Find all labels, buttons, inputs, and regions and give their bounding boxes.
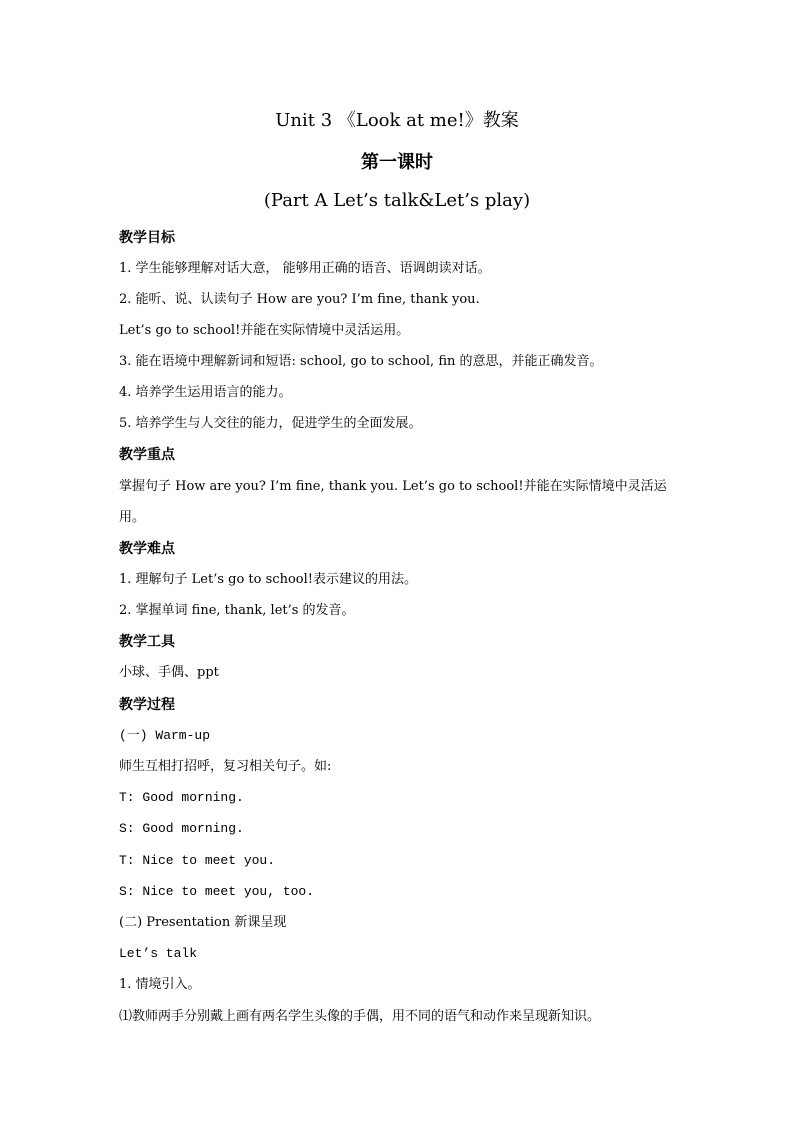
dialogue-line: S: Nice to meet you, too. <box>119 884 315 899</box>
objective-item: 3. 能在语境中理解新词和短语: school, go to school, fin 的意思，并能正确发音。 <box>119 354 603 369</box>
objective-item: 4. 培养学生运用语言的能力。 <box>119 385 292 400</box>
key-point-item: 用。 <box>119 510 146 525</box>
heading-key-points: 教学重点 <box>119 447 175 463</box>
lesson-part: (Part A Let’s talk&Let’s play) <box>263 190 531 211</box>
objective-item: 1. 学生能够理解对话大意， 能够用正确的语音、语调朗读对话。 <box>119 261 491 276</box>
process-step-warmup: (一) Warm-up <box>119 728 211 743</box>
process-item: 1. 情境引入。 <box>119 977 201 992</box>
dialogue-line: T: Good morning. <box>119 790 244 805</box>
process-item: 师生互相打招呼，复习相关句子。如: <box>119 759 332 774</box>
document-title: Unit 3 《Look at me!》教案 <box>275 110 519 131</box>
objective-item: Let’s go to school!并能在实际情境中灵活运用。 <box>119 323 410 338</box>
dialogue-line: T: Nice to meet you. <box>119 853 276 868</box>
objective-item: 5. 培养学生与人交往的能力，促进学生的全面发展。 <box>119 416 422 431</box>
difficulty-item: 1. 理解句子 Let’s go to school!表示建议的用法。 <box>119 572 417 587</box>
process-item: Let’s talk <box>119 946 198 961</box>
heading-tools: 教学工具 <box>119 634 175 650</box>
difficulty-item: 2. 掌握单词 fine, thank, let’s 的发音。 <box>119 603 355 618</box>
heading-process: 教学过程 <box>119 697 175 713</box>
process-step-presentation: (二) Presentation 新课呈现 <box>119 915 287 930</box>
lesson-period: 第一课时 <box>361 152 433 173</box>
heading-objectives: 教学目标 <box>119 230 175 246</box>
heading-difficulties: 教学难点 <box>119 541 175 557</box>
tools-item: 小球、手偶、ppt <box>119 665 219 680</box>
dialogue-line: S: Good morning. <box>119 821 244 836</box>
objective-item: 2. 能听、说、认读句子 How are you? I’m fine, thank you. <box>119 292 480 307</box>
process-item: ⑴教师两手分别戴上画有两名学生头像的手偶，用不同的语气和动作来呈现新知识。 <box>119 1009 601 1024</box>
key-point-item: 掌握句子 How are you? I’m fine, thank you. Let’s go to school!并能在实际情境中灵活运 <box>119 479 667 494</box>
